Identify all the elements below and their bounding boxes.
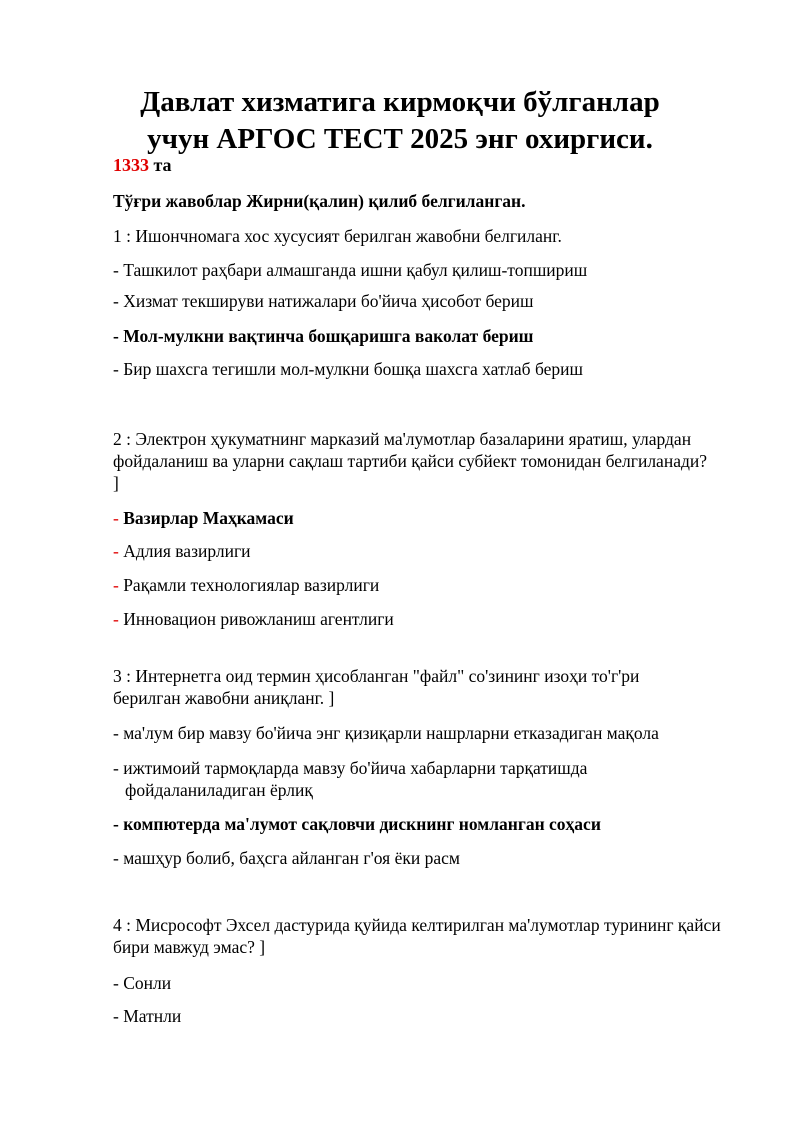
q2-dash-2: - xyxy=(113,541,119,561)
q3-answer-2-line-1: - ижтимоий тармоқларда мавзу бо'йича хабарларни тарқатишда xyxy=(113,758,588,778)
q2-answer-3-text: Рақамли технологиялар вазирлиги xyxy=(118,575,380,595)
q2-dash-1: - xyxy=(113,508,119,528)
q4-answer-1: - Сонли xyxy=(113,973,172,993)
q2-answer-4 xyxy=(113,608,394,630)
q2-answer-3 xyxy=(113,574,379,596)
q2-answer-1-correct xyxy=(113,507,294,529)
q3-answer-4: - машҳур болиб, баҳсга айланган г'оя ёки расм xyxy=(113,848,460,868)
question-3: 3 : Интернетга оид термин ҳисобланган "файл" со'зининг изоҳи то'г'ри берилган жавобни аниқланг. ] xyxy=(113,666,640,708)
q1-answer-2: - Хизмат текшируви натижалари бо'йича ҳисобот бериш xyxy=(113,291,534,311)
q3-answer-2 xyxy=(113,757,587,801)
question-1: 1 : Ишончномага хос хусусият берилган жавобни белгиланг. xyxy=(113,226,562,246)
count-number: 1333 xyxy=(113,155,149,175)
q4-answer-2: - Матнли xyxy=(113,1006,182,1026)
q1-answer-3-correct: - Мол-мулкни вақтинча бошқаришга ваколат бериш xyxy=(113,326,534,346)
q2-answer-4-text: Инновацион ривожланиш агентлиги xyxy=(118,609,394,629)
q1-answer-4: - Бир шахсга тегишли мол-мулкни бошқа шахсга хатлаб бериш xyxy=(113,359,583,379)
q3-answer-2-line-2: фойдаланиладиган ёрлиқ xyxy=(125,780,313,800)
question-count xyxy=(113,155,172,176)
title-line-1: Давлат хизматига кирмоқчи бўлганлар xyxy=(140,86,660,118)
count-suffix: та xyxy=(149,155,172,175)
title-line-2: учун АРГОС ТЕСТ 2025 энг охиргиси. xyxy=(147,123,653,155)
q2-dash-4: - xyxy=(113,609,119,629)
page-title xyxy=(0,84,800,158)
q2-dash-3: - xyxy=(113,575,119,595)
question-2: 2 : Электрон ҳукуматнинг марказий ма'лумотлар базаларини яратиш, улардан фойдаланиш ва уларни сақлаш тартиби қайси субйект томонидан белгиланади? ] xyxy=(113,429,707,493)
q3-answer-1: - ма'лум бир мавзу бо'йича энг қизиқарли нашрларни етказадиган мақола xyxy=(113,723,659,743)
q3-answer-3-text: компютерда ма'лумот сақловчи дискнинг номланган соҳаси xyxy=(123,814,601,834)
q3-answer-3-correct xyxy=(113,813,601,835)
q2-answer-1-text: Вазирлар Маҳкамаси xyxy=(118,508,294,528)
question-4: 4 : Мисрософт Эхсел дастурида қуйида келтирилган ма'лумотлар турининг қайси бири мавжуд эмас? ] xyxy=(113,915,721,957)
q2-answer-2-text: Адлия вазирлиги xyxy=(118,541,251,561)
q2-answer-2 xyxy=(113,540,251,562)
answer-note: Тўғри жавоблар Жирни(қалин) қилиб белгиланган. xyxy=(113,191,526,211)
q1-answer-1: - Ташкилот раҳбари алмашганда ишни қабул қилиш-топшириш xyxy=(113,260,588,280)
q3-answer-3-dash: - xyxy=(113,814,124,834)
